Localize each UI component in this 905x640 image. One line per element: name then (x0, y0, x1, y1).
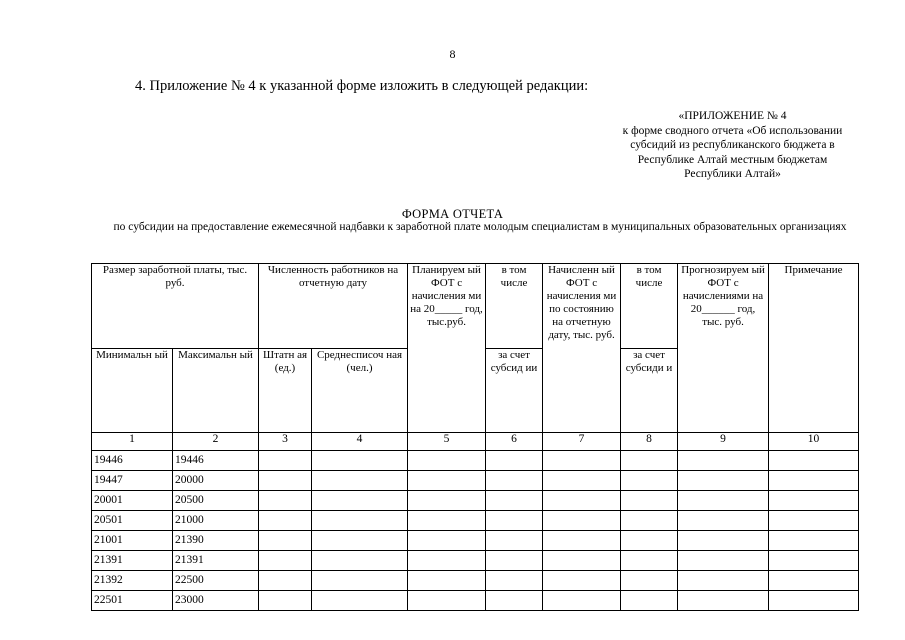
cell-max: 21000 (173, 511, 259, 531)
table-row (92, 591, 859, 611)
cell-empty (408, 591, 486, 611)
cell-empty (678, 491, 769, 511)
cell-empty (486, 511, 543, 531)
cell-empty (621, 451, 678, 471)
cell-empty (259, 451, 312, 471)
cell-empty (312, 511, 408, 531)
table-row (92, 511, 859, 531)
cell-empty (621, 511, 678, 531)
cell-empty (486, 591, 543, 611)
cell-empty (621, 531, 678, 551)
cell-empty (769, 471, 859, 491)
cell-empty (543, 571, 621, 591)
header-headcount: Численность работников на отчетную дату (259, 264, 408, 349)
cell-empty (408, 551, 486, 571)
cell-min: 19446 (92, 451, 173, 471)
cell-empty (678, 571, 769, 591)
cell-max: 20000 (173, 471, 259, 491)
cell-empty (259, 591, 312, 611)
cell-empty (769, 531, 859, 551)
cell-empty (259, 531, 312, 551)
column-number: 6 (486, 433, 543, 451)
cell-max: 19446 (173, 451, 259, 471)
cell-empty (621, 571, 678, 591)
page-number: 8 (449, 47, 456, 61)
table-row (92, 571, 859, 591)
header-subsidy-2: за счет субсиди и (621, 349, 678, 433)
column-number: 2 (173, 433, 259, 451)
cell-empty (621, 491, 678, 511)
header-including-2: в том числе (621, 264, 678, 349)
header-subsidy-1: за счет субсид ии (486, 349, 543, 433)
column-number: 4 (312, 433, 408, 451)
intro-paragraph: 4. Приложение № 4 к указанной форме изложить в следующей редакции: (135, 78, 589, 94)
cell-empty (543, 491, 621, 511)
cell-empty (259, 511, 312, 531)
cell-empty (486, 571, 543, 591)
cell-empty (486, 451, 543, 471)
cell-max: 21391 (173, 551, 259, 571)
cell-empty (769, 571, 859, 591)
cell-empty (259, 551, 312, 571)
cell-empty (259, 471, 312, 491)
column-number: 8 (621, 433, 678, 451)
cell-empty (678, 531, 769, 551)
cell-empty (486, 551, 543, 571)
column-number: 7 (543, 433, 621, 451)
cell-empty (621, 471, 678, 491)
cell-empty (312, 591, 408, 611)
header-note: Примечание (769, 264, 859, 433)
table-body (92, 451, 859, 611)
table-row (92, 491, 859, 511)
cell-empty (543, 471, 621, 491)
cell-empty (312, 571, 408, 591)
cell-empty (769, 551, 859, 571)
cell-empty (408, 531, 486, 551)
cell-empty (486, 531, 543, 551)
header-min: Минимальн ый (92, 349, 173, 433)
cell-empty (259, 571, 312, 591)
cell-max: 23000 (173, 591, 259, 611)
column-number: 10 (769, 433, 859, 451)
cell-empty (678, 471, 769, 491)
table-row (92, 471, 859, 491)
appendix-line: «ПРИЛОЖЕНИЕ № 4 (678, 110, 787, 122)
cell-empty (769, 591, 859, 611)
cell-min: 19447 (92, 471, 173, 491)
appendix-line: к форме сводного отчета «Об использовании (622, 124, 843, 137)
header-including-1: в том числе (486, 264, 543, 349)
cell-empty (312, 451, 408, 471)
column-number: 5 (408, 433, 486, 451)
cell-empty (408, 451, 486, 471)
cell-empty (312, 471, 408, 491)
cell-empty (543, 451, 621, 471)
header-salary-size: Размер заработной платы, тыс. руб. (92, 264, 259, 349)
cell-min: 20001 (92, 491, 173, 511)
cell-empty (621, 551, 678, 571)
cell-empty (312, 531, 408, 551)
appendix-heading (580, 109, 885, 182)
cell-empty (678, 551, 769, 571)
cell-empty (486, 471, 543, 491)
table-row (92, 551, 859, 571)
cell-min: 22501 (92, 591, 173, 611)
form-subtitle: по субсидии на предоставление ежемесячной надбавки к заработной плате молодым специалистам в муниципальных образовательных организациях (113, 221, 847, 233)
header-staff: Штатн ая (ед.) (259, 349, 312, 433)
column-number: 3 (259, 433, 312, 451)
cell-empty (769, 491, 859, 511)
cell-empty (543, 551, 621, 571)
cell-empty (769, 451, 859, 471)
appendix-line: субсидий из республиканского бюджета в (630, 139, 835, 151)
cell-empty (259, 491, 312, 511)
cell-empty (408, 491, 486, 511)
form-title: ФОРМА ОТЧЕТА (401, 207, 504, 221)
cell-empty (543, 531, 621, 551)
appendix-line: Республике Алтай местным бюджетам (637, 153, 828, 166)
cell-empty (678, 451, 769, 471)
cell-empty (769, 511, 859, 531)
appendix-line: Республики Алтай» (684, 168, 781, 180)
header-forecast-fot: Прогнозируем ый ФОТ с начислениями на 20______ год, тыс. руб. (678, 264, 769, 433)
table-row (92, 531, 859, 551)
cell-min: 20501 (92, 511, 173, 531)
cell-empty (486, 491, 543, 511)
cell-empty (312, 491, 408, 511)
header-avg-list: Среднесписоч ная (чел.) (312, 349, 408, 433)
cell-empty (408, 471, 486, 491)
cell-empty (543, 511, 621, 531)
header-accrued-fot: Начисленн ый ФОТ с начисления ми по состоянию на отчетную дату, тыс. руб. (543, 264, 621, 433)
header-planned-fot: Планируем ый ФОТ с начисления ми на 20_____ год, тыс.руб. (408, 264, 486, 433)
cell-empty (678, 511, 769, 531)
cell-min: 21392 (92, 571, 173, 591)
cell-min: 21391 (92, 551, 173, 571)
column-number: 1 (92, 433, 173, 451)
cell-empty (543, 591, 621, 611)
cell-empty (408, 511, 486, 531)
header-max: Максимальн ый (173, 349, 259, 433)
cell-max: 21390 (173, 531, 259, 551)
cell-max: 20500 (173, 491, 259, 511)
column-number: 9 (678, 433, 769, 451)
cell-max: 22500 (173, 571, 259, 591)
cell-empty (408, 571, 486, 591)
cell-min: 21001 (92, 531, 173, 551)
table-row (92, 451, 859, 471)
report-table (91, 263, 859, 611)
cell-empty (678, 591, 769, 611)
cell-empty (312, 551, 408, 571)
cell-empty (621, 591, 678, 611)
